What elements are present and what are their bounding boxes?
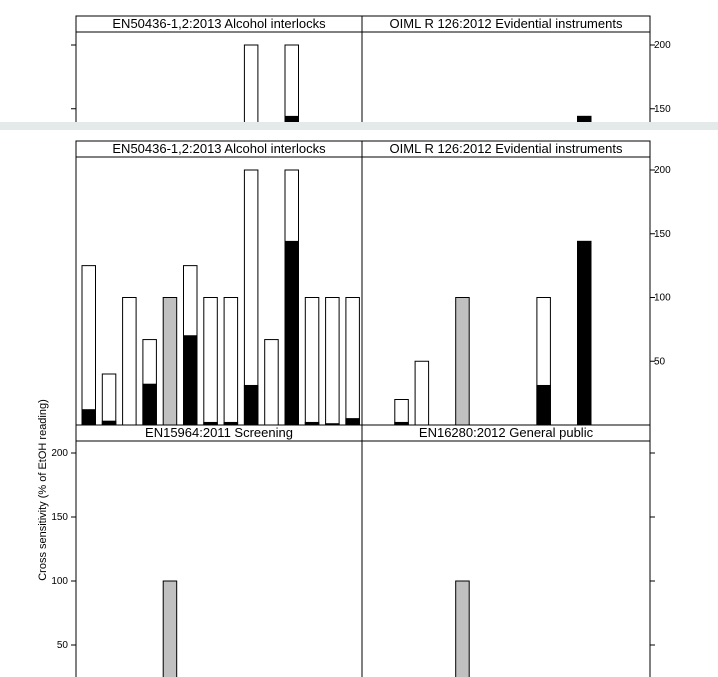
main-ytick-label-2-200: 200 [51,448,68,459]
main-panel-3 [362,425,655,677]
ghost-bar-outline-0-6 [204,173,218,301]
main-ytick-label-1-100: 100 [654,292,671,304]
main-ytick-label-1-150: 150 [654,228,671,240]
y-axis-label: Cross sensitivity (% of EtOH reading) [37,399,49,581]
ghost-bar-outline-0-3 [143,215,157,300]
main-figure-content [51,141,671,677]
main-bar-outline-0-6 [204,298,218,426]
ghost-bar-outline-0-12 [326,173,340,301]
main-bar-filled-0-0 [82,410,96,425]
main-plot-area-0 [82,170,359,425]
main-bar-outline-3-4 [456,581,470,677]
main-bar-outline-0-9 [265,340,279,425]
ghost-panel-title-0: EN50436-1,2:2013 Alcohol interlocks [112,16,326,31]
ghost-bar-outline-0-9 [265,215,279,300]
main-bar-outline-0-0 [82,266,96,425]
main-bar-outline-0-12 [326,298,340,426]
ghost-bar-outline-0-13 [346,173,360,301]
main-bar-filled-0-10 [285,241,299,425]
main-bar-outline-1-1 [395,400,409,426]
main-panel-title-2: EN15964:2011 Screening [145,425,293,440]
main-panel-0 [76,141,362,425]
ghost-ytick-label-1-150: 150 [654,103,671,115]
main-bar-filled-0-1 [102,421,116,425]
ghost-bar-outline-0-1 [102,249,116,300]
main-bar-outline-0-4 [163,298,177,426]
main-ytick-label-1-50: 50 [654,356,666,368]
main-bar-filled-0-13 [346,419,360,425]
ghost-ytick-label-1-200: 200 [654,40,671,51]
main-figure [37,141,671,677]
main-bar-outline-0-2 [123,298,137,426]
main-plot-area-3 [456,581,470,677]
main-bar-outline-0-7 [224,298,238,426]
ghost-bar-filled-1-8 [537,260,551,300]
ghost-panel-title-1: OIML R 126:2012 Evidential instruments [389,16,623,31]
main-bar-outline-0-11 [305,298,319,426]
ghost-bar-outline-1-2 [415,236,429,300]
main-panel-title-3: EN16280:2012 General public [418,425,594,440]
main-panel-title-1: OIML R 126:2012 Evidential instruments [389,141,623,156]
ghost-bar-filled-0-3 [143,259,157,300]
main-ytick-label-2-50: 50 [56,640,68,651]
main-bar-outline-0-13 [346,298,360,426]
main-bar-outline-0-1 [102,374,116,425]
ghost-bar-outline-0-11 [305,173,319,301]
ghost-bar-outline-0-4 [163,173,177,301]
main-bar-filled-1-8 [537,385,551,425]
main-bar-filled-1-10 [578,241,592,425]
main-plot-area-2 [163,581,177,677]
ghost-bar-filled-1-1 [395,297,409,300]
main-ytick-label-2-150: 150 [51,512,68,523]
ghost-bar-outline-1-4 [456,173,470,301]
main-bar-outline-1-4 [456,298,470,426]
ghost-bar-filled-0-1 [102,296,116,300]
ghost-bar-outline-0-7 [224,173,238,301]
main-bar-outline-1-2 [415,361,429,425]
main-bar-outline-2-4 [163,581,177,677]
main-bar-filled-0-5 [184,336,198,425]
main-bar-filled-0-8 [244,385,258,425]
ghost-strip-divider [0,122,718,130]
ghost-bar-outline-0-2 [123,173,137,301]
main-panel-1 [362,141,671,425]
main-ytick-label-1-200: 200 [654,165,671,176]
ghost-bar-outline-1-1 [395,275,409,301]
main-ytick-label-2-100: 100 [51,576,68,587]
main-panel-title-0: EN50436-1,2:2013 Alcohol interlocks [112,141,326,156]
ghost-bar-outline-1-8 [537,173,551,301]
main-bar-filled-0-3 [143,384,157,425]
main-panel-2 [51,425,362,677]
main-plot-area-1 [395,241,591,425]
